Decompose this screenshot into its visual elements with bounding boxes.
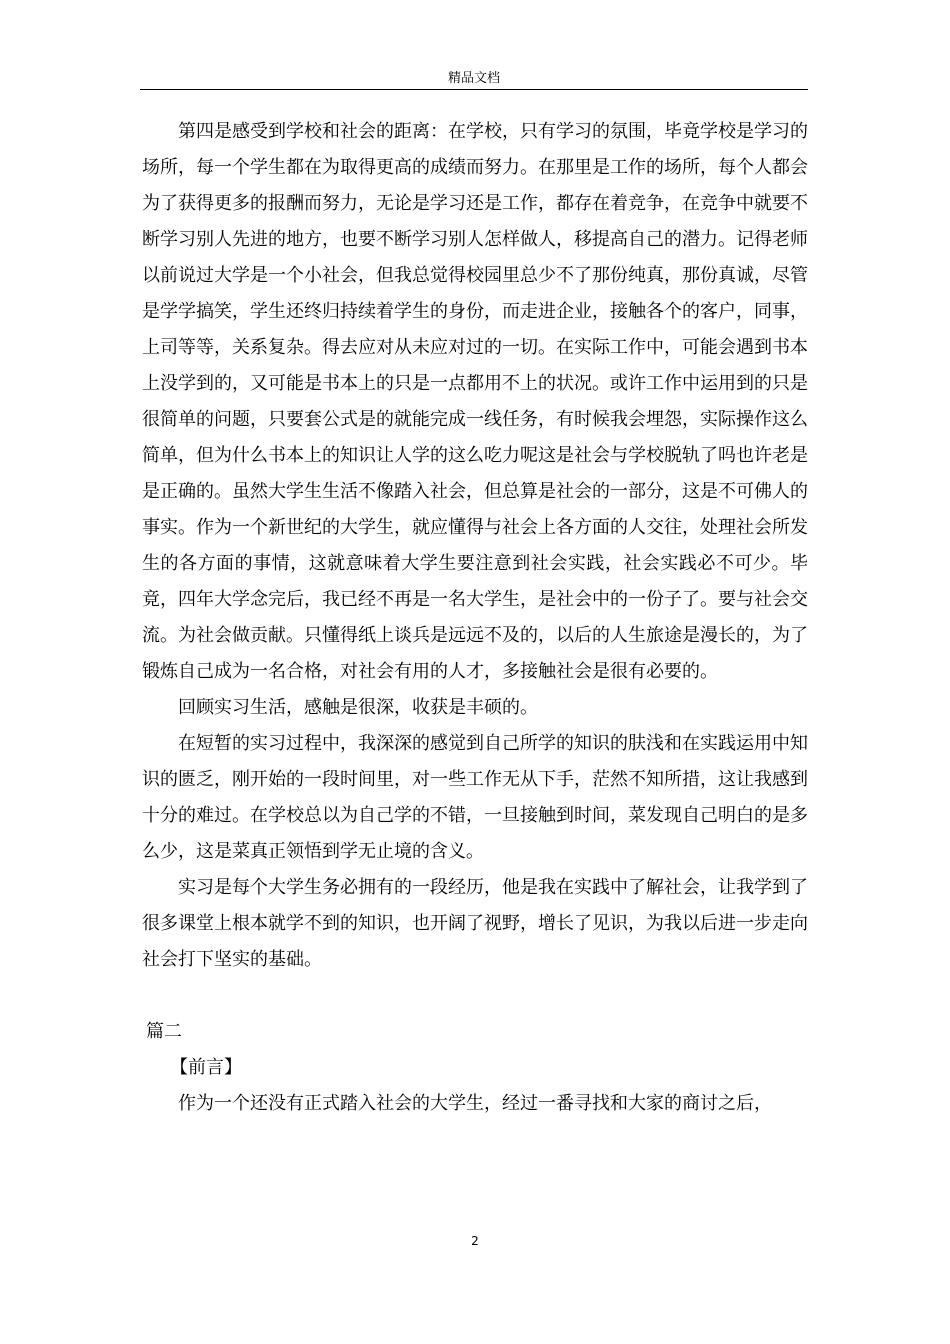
section-title: 篇二: [146, 1021, 182, 1042]
paragraph-review: 回顾实习生活，感触是很深，收获是丰硕的。: [178, 697, 538, 718]
paragraph-distance-school-society: 第四是感受到学校和社会的距离：在学校，只有学习的氛围，毕竟学校是学习的场所，每一个学生都在为取得更高的成绩而努力。在那里是工作的场所，每个人都会为了获得更多的报酬而努力，无论是学习还是工作，都存在着竞争，在竞争中就要不断学习别人先进的地方，也要不断学习别人怎样做人，移提高自己的潜力。记得老师以前说过大学是一个小社会，但我总觉得校园里总少不了那份纯真，那份真诚，尽管是学学搞笑，学生还终归持续着学生的身份，而走进企业，接触各个的客户，同事，上司等等，关系复杂。得去应对从未应对过的一切。在实际工作中，可能会遇到书本上没学到的，又可能是书本上的只是一点都用不上的状况。或许工作中运用到的只是很简单的问题，只要套公式是的就能完成一线任务，有时候我会埋怨，实际操作这么简单，但为什么书本上的知识让人学的这么吃力呢这是社会与学校脱轨了吗也许老是是正确的。虽然大学生生活不像踏入社会，但总算是社会的一部分，这是不可佛人的事实。作为一个新世纪的大学生，就应懂得与社会上各方面的人交往，处理社会所发生的各方面的事情，这就意味着大学生要注意到社会实践，社会实践必不可少。毕竟，四年大学念完后，我已经不再是一名大学生，是社会中的一份子了。要与社会交流。为社会做贡献。只懂得纸上谈兵是远远不及的，以后的人生旅途是漫长的，为了锻炼自己成为一名合格，对社会有用的人才，多接触社会是很有必要的。: [142, 121, 808, 682]
paragraph-spacer: [142, 978, 808, 1014]
header-divider: [140, 89, 808, 90]
paragraph-preface-start: 作为一个还没有正式踏入社会的大学生，经过一番寻找和大家的商讨之后，: [178, 1093, 772, 1114]
page-number: 2: [471, 1234, 479, 1248]
page-header: 精品文档: [447, 71, 500, 86]
paragraph-short-internship: 在短暂的实习过程中，我深深的感觉到自己所学的知识的肤浅和在实践运用中知识的匮乏，刚开始的一段时间里，对一些工作无从下手，茫然不知所措，这让我感到十分的难过。在学校总以为自己学的不错，一旦接触到时间，菜发现自己明白的是多么少，这是菜真正领悟到学无止境的含义。: [142, 733, 808, 862]
preface-heading: 【前言】: [170, 1057, 242, 1078]
document-body: [142, 114, 808, 1122]
paragraph-internship-experience: 实习是每个大学生务必拥有的一段经历，他是我在实践中了解社会，让我学到了很多课堂上根本就学不到的知识，也开阔了视野，增长了见识，为我以后进一步走向社会打下坚实的基础。: [142, 877, 808, 970]
